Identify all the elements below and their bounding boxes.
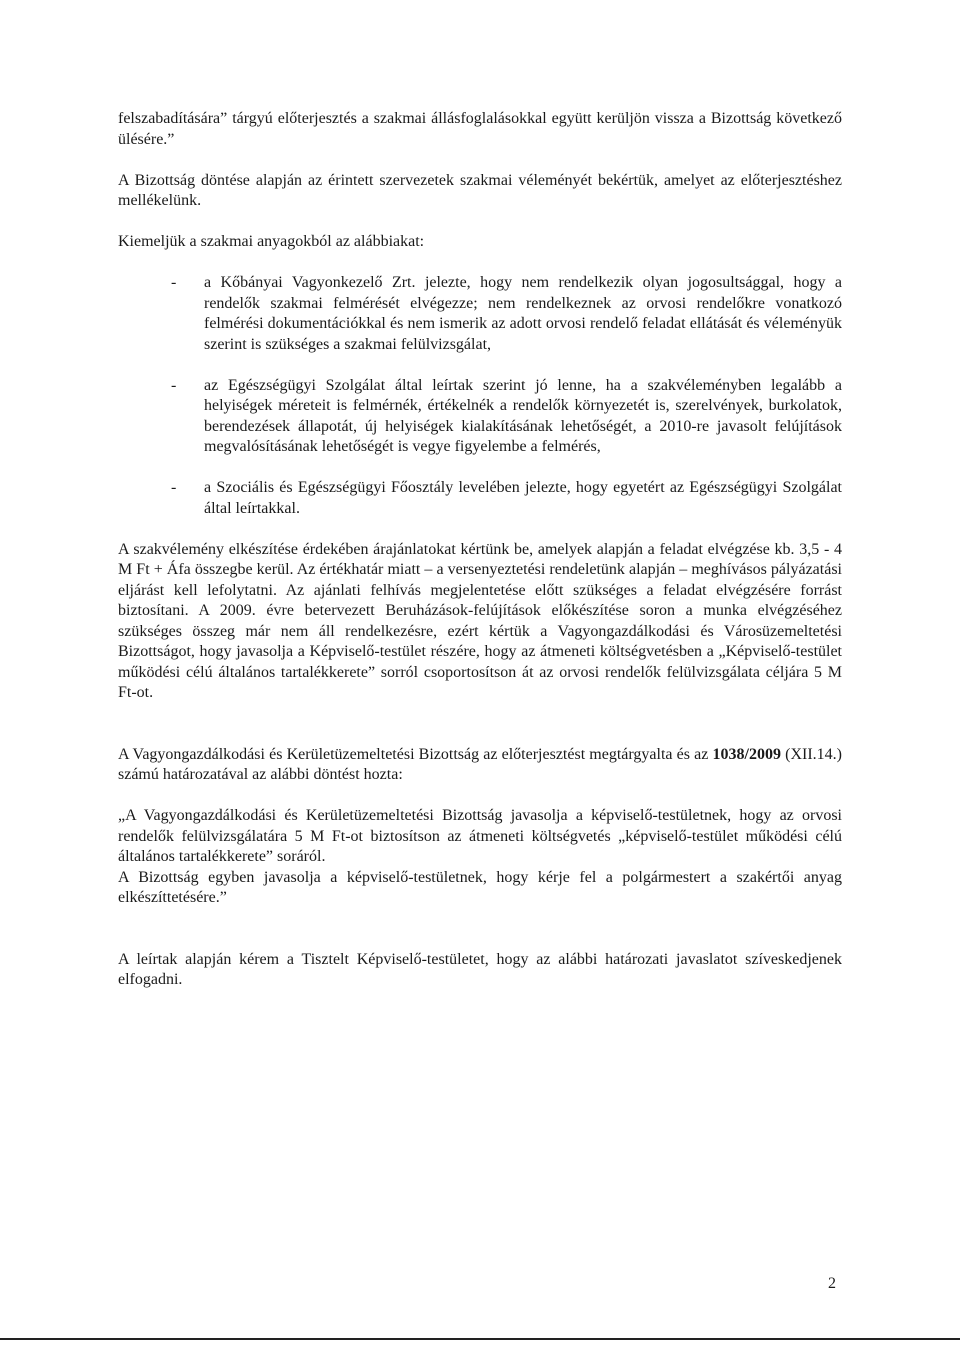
paragraph-committee-resolution <box>118 745 842 786</box>
paragraph-resolution-quote-cont: A Bizottság egyben javasolja a képviselő-testületnek, hogy kérje fel a polgármestert a szakértői anyag elkészíttetésére.” <box>118 868 842 906</box>
page-number: 2 <box>828 1275 836 1292</box>
paragraph-request-approval: A leírtak alapján kérem a Tisztelt Képviselő-testületet, hogy az alábbi határozati javaslatot szíveskedjenek elfogadni. <box>118 950 842 988</box>
paragraph-committee-decision: A Bizottság döntése alapján az érintett szervezetek szakmai véleményét bekértük, amelyet az előterjesztéshez mellékelünk. <box>118 171 842 209</box>
list-item: - az Egészségügyi Szolgálat által leírtak szerint jó lenne, ha a szakvéleményben legalább a helyiségek méreteit is felmérnék, értékelnék a rendelők környezetét is, szerelvények, burkolatok, berendezések állapotát, új helyiségek kialakításának lehetőségét, a 2010-re javasolt felújítások megvalósításának lehetőségét is vegye figyelembe a felmérés, <box>204 376 842 458</box>
paragraph-highlights-intro: Kiemeljük a szakmai anyagokból az alábbiakat: <box>118 233 425 250</box>
highlights-list <box>118 273 842 519</box>
list-item: - a Szociális és Egészségügyi Főosztály levelében jelezte, hogy egyetért az Egészségügyi Szolgálat által leírtakkal. <box>204 478 842 519</box>
bottom-border-line <box>0 1338 960 1340</box>
resolution-intro-text: A Vagyongazdálkodási és Kerületüzemeltetési Bizottság az előterjesztést megtárgyalta és az <box>118 745 713 763</box>
resolution-number: 1038/2009 <box>712 745 781 763</box>
document-body <box>118 109 842 991</box>
paragraph-resolution-quote: „A Vagyongazdálkodási és Kerületüzemeltetési Bizottság javasolja a képviselő-testületnek, hogy az orvosi rendelők felülvizsgálatára 5 M Ft-ot biztosítson az átmeneti költségvetés „képviselő-testület működési célú általános tartalékkerete” soráról. <box>118 807 842 865</box>
paragraph-continuation: felszabadítására” tárgyú előterjesztés a szakmai állásfoglalásokkal együtt kerüljön vissza a Bizottság következő ülésére.” <box>118 110 842 148</box>
list-item: - a Kőbányai Vagyonkezelő Zrt. jelezte, hogy nem rendelkezik olyan jogosultsággal, hogy a rendelők szakmai felmérését elvégezze; nem rendelkeznek az orvosi rendelőkre vonatkozó felmérési dokumentációkkal és nem ismerik az adott orvosi rendelő feladat ellátását és véleményük szerint is szükséges a szakmai felülvizsgálat, <box>204 273 842 355</box>
resolution-date-text: (XII.14.) számú határozatával az alábbi döntést hozta: <box>118 745 843 783</box>
paragraph-cost-estimate: A szakvélemény elkészítése érdekében árajánlatokat kértünk be, amelyek alapján a feladat elvégzése kb. 3,5 - 4 M Ft + Áfa összegbe kerül. Az értékhatár miatt – a versenyeztetési rendeletünk alapján – meghívásos pályázatási eljárást kell lefolytatni. Az ajánlati felhívás megjelentetése előtt szükséges a feladat elvégzésére forrást biztosítani. A 2009. évre betervezett Beruházások-felújítások előkészítése soron a munka elvégzéséhez szükséges összeg már nem áll rendelkezésre, ezért kértük a Vagyongazdálkodási és Városüzemeltetési Bizottságot, hogy javasolja a Képviselő-testület részére, hogy az átmeneti költségvetésben a „Képviselő-testület működési célú általános tartalékkerete” sorról csoportosítson át az orvosi rendelők felülvizsgálata céljára 5 M Ft-ot. <box>118 540 842 701</box>
